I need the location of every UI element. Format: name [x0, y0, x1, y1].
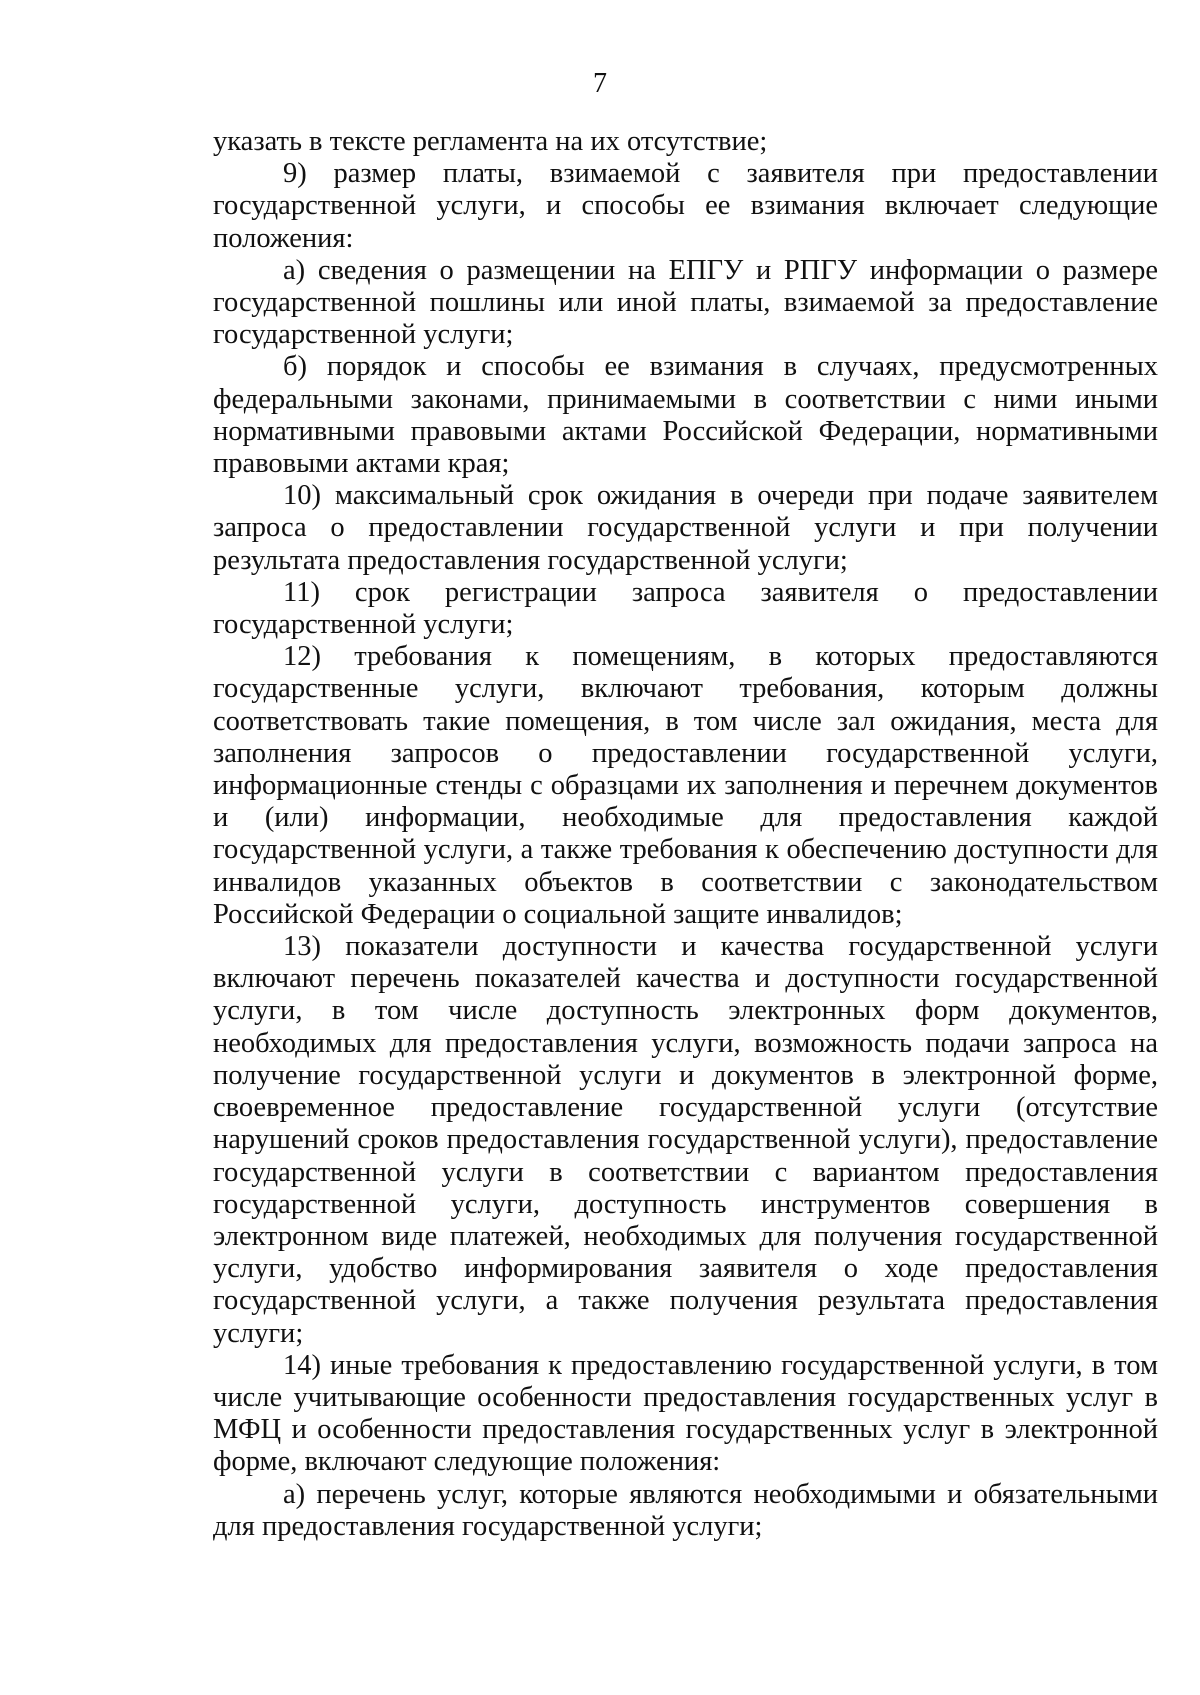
paragraph-item-14: 14) иные требования к предоставлению государственной услуги, в том числе учитывающие особенности предоставления государственных услуг в МФЦ и особенности предоставления государственных услуг в электронной форме, включают следующие положения: — [213, 1349, 1158, 1478]
paragraph-subitem-a-2: а) перечень услуг, которые являются необходимыми и обязательными для предоставления государственной услуги; — [213, 1478, 1158, 1542]
document-body — [213, 126, 1158, 1543]
paragraph-subitem-a: а) сведения о размещении на ЕПГУ и РПГУ информации о размере государственной пошлины или иной платы, взимаемой за предоставление государственной услуги; — [213, 254, 1158, 351]
paragraph-item-11: 11) срок регистрации запроса заявителя о предоставлении государственной услуги; — [213, 576, 1158, 641]
paragraph-item-13: 13) показатели доступности и качества государственной услуги включают перечень показателей качества и доступности государственной услуги, в том числе доступность электронных форм документов, необходимых для предоставления услуги, возможность подачи запроса на получение государственной услуги и документов в электронной форме, своевременное предоставление государственной услуги (отсутствие нарушений сроков предоставления государственной услуги), предоставление государственной услуги в соответствии с вариантом предоставления государственной услуги, доступность инструментов совершения в электронном виде платежей, необходимых для получения государственной услуги, удобство информирования заявителя о ходе предоставления государственной услуги, а также получения результата предоставления услуги; — [213, 931, 1158, 1349]
paragraph-subitem-b: б) порядок и способы ее взимания в случаях, предусмотренных федеральными законами, принимаемыми в соответствии с ними иными нормативными правовыми актами Российской Федерации, нормативными правовыми актами края; — [213, 351, 1158, 480]
paragraph-continuation: указать в тексте регламента на их отсутствие; — [213, 126, 768, 157]
paragraph-item-9: 9) размер платы, взимаемой с заявителя при предоставлении государственной услуги, и способы ее взимания включает следующие положения: — [213, 158, 1158, 254]
paragraph-item-12: 12) требования к помещениям, в которых предоставляются государственные услуги, включают требования, которым должны соответствовать такие помещения, в том числе зал ожидания, места для заполнения запросов о предоставлении государственной услуги, информационные стенды с образцами их заполнения и перечнем документов и (или) информации, необходимые для предоставления каждой государственной услуги, а также требования к обеспечению доступности для инвалидов указанных объектов в соответствии с законодательством Российской Федерации о социальной защите инвалидов; — [213, 641, 1158, 930]
page-number: 7 — [593, 68, 607, 99]
paragraph-item-10: 10) максимальный срок ожидания в очереди при подаче заявителем запроса о предоставлении государственной услуги и при получении результата предоставления государственной услуги; — [213, 480, 1158, 576]
